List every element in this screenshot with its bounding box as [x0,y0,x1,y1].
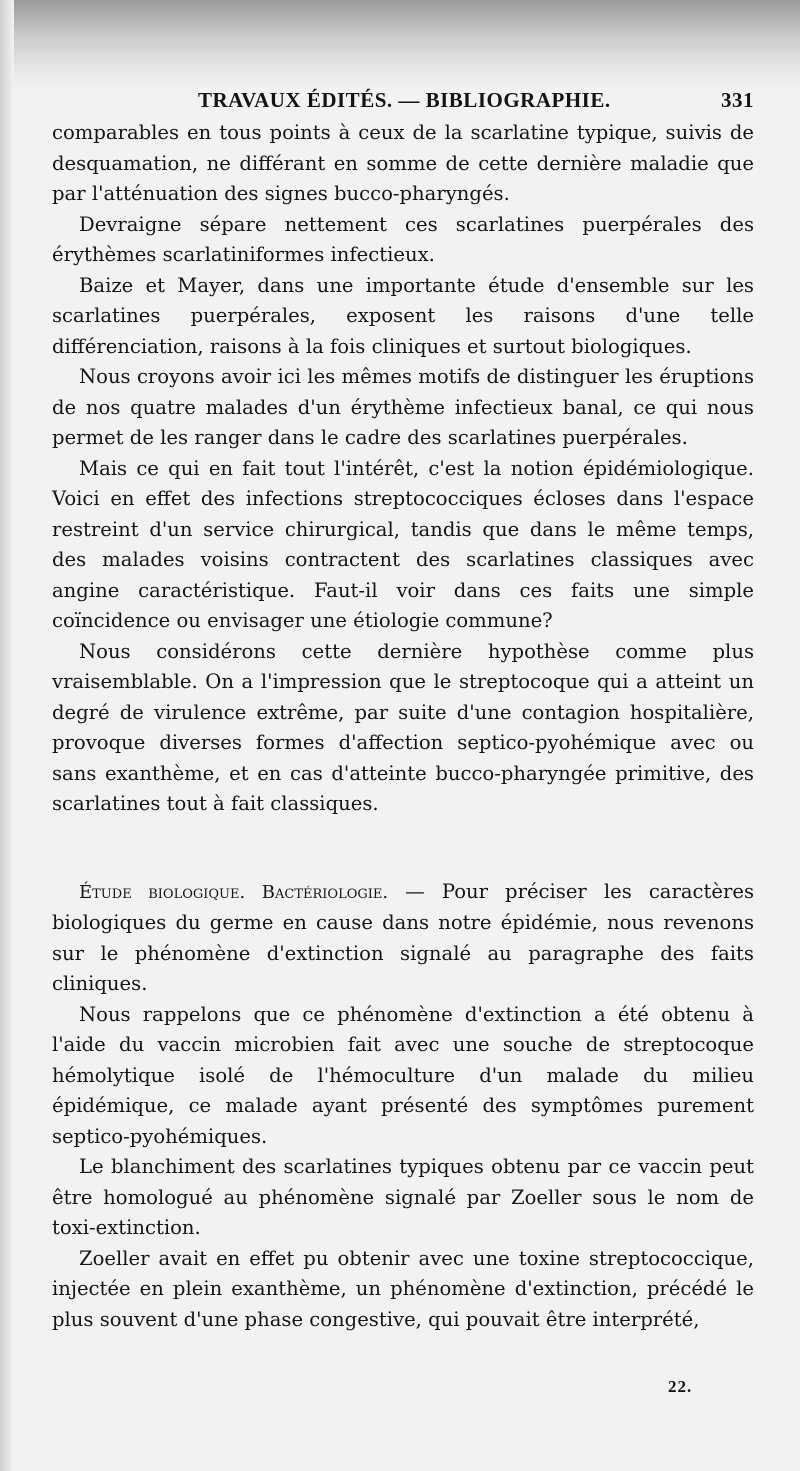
section-dash: — [388,879,442,903]
paragraph-blanchiment: Le blanchiment des scarlatines typiques obtenu par ce vaccin peut être homologué au phénomène signalé par Zoeller sous le nom de toxi-extinction. [52,1155,754,1239]
paragraph-epidemiologie: Mais ce qui en fait tout l'intérêt, c'est la notion épidémiologique. Voici en effet des infections streptococciques écloses dans l'espace restreint d'un service chirurgical, tandis que dans le même temps, des malades voisins contractent des scarlatines classiques avec angine caractéristique. Faut-il voir dans ces faits une simple coïncidence ou envisager une étiologie commune? [52,456,754,632]
page-number: 331 [721,88,754,112]
signature-mark: 22. [668,1377,693,1396]
section-heading: Étude biologique. Bactériologie. [79,881,389,903]
body-text [52,118,754,1335]
running-head [52,84,754,118]
scan-shadow-left [0,0,14,1471]
section-gap [52,820,754,877]
paragraph-devraigne: Devraigne sépare nettement ces scarlatines puerpérales des érythèmes scarlatiniformes infectieux. [52,212,754,266]
book-page [52,84,754,1335]
paragraph-motifs: Nous croyons avoir ici les mêmes motifs de distinguer les éruptions de nos quatre malades d'un érythème infectieux banal, ce qui nous permet de les ranger dans le cadre des scarlatines puerpérales. [52,365,754,449]
paragraph-continuation: comparables en tous points à ceux de la scarlatine typique, suivis de desquamation, ne différant en somme de cette dernière maladie que par l'atténuation des signes bucco-pharyngés. [52,121,754,205]
running-title: TRAVAUX ÉDITÉS. — BIBLIOGRAPHIE. [198,88,611,112]
paragraph-baize-mayer: Baize et Mayer, dans une importante étude d'ensemble sur les scarlatines puerpérales, exposent les raisons d'une telle différenciation, raisons à la fois cliniques et surtout biologiques. [52,273,754,358]
paragraph-extinction: Nous rappelons que ce phénomène d'extinction a été obtenu à l'aide du vaccin microbien fait avec une souche de streptocoque hémolytique isolé de l'hémoculture d'un malade du milieu épidémique, ce malade ayant présenté des symptômes purement septico-pyohémiques. [52,1002,754,1148]
paragraph-zoeller: Zoeller avait en effet pu obtenir avec une toxine streptococcique, injectée en plein exanthème, un phénomène d'extinction, précédé le plus souvent d'une phase congestive, qui pouvait être interprété, [52,1246,754,1331]
scan-shadow-top [0,0,800,90]
section-lead-paragraph [52,877,754,1000]
section-lead-text: Pour préciser les caractères biologiques du germe en cause dans notre épidémie, nous revenons sur le phénomène d'extinction signalé au paragraphe des faits cliniques. [52,879,754,995]
paragraph-hypothese: Nous considérons cette dernière hypothèse comme plus vraisemblable. On a l'impression que le streptocoque qui a atteint un degré de virulence extrême, par suite d'une contagion hospitalière, provoque diverses formes d'affection septico-pyohémique avec ou sans exanthème, et en cas d'atteinte bucco-pharyngée primitive, des scarlatines tout à fait classiques. [52,639,754,815]
